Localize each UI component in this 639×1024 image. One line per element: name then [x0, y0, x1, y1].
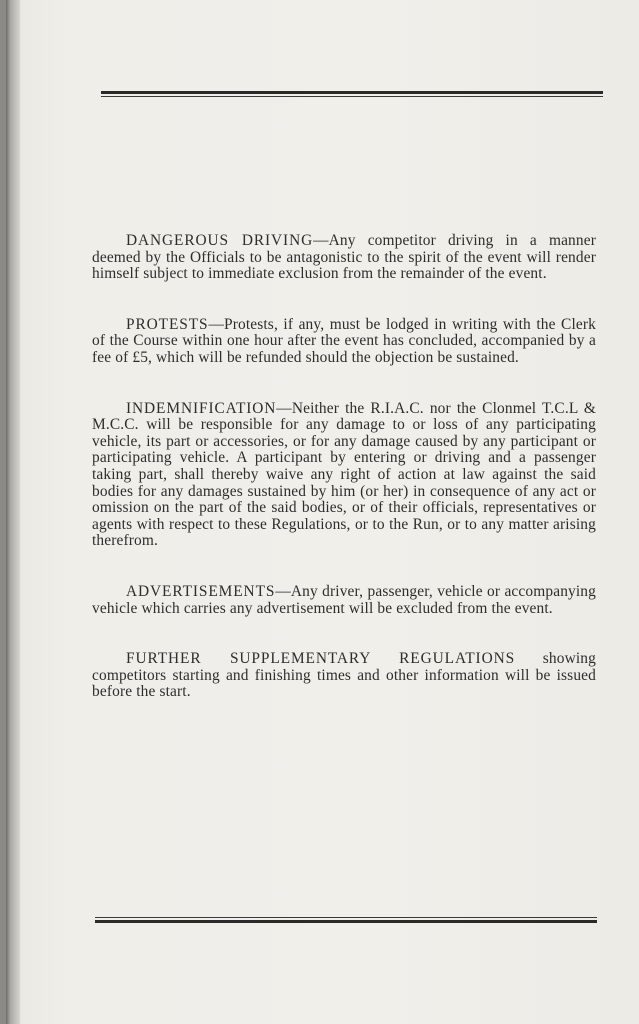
bottom-double-rule: [95, 917, 597, 923]
paragraph-heading: DANGEROUS DRIVING: [126, 232, 314, 249]
paragraph-body: —Protests, if any, must be lodged in writing with the Clerk of the Course within one hour after the event has concluded, accompanied by a fee of £5, which will be refunded should the objection be sustained.: [92, 315, 596, 366]
paragraph-indemnification: [92, 401, 596, 550]
paragraph-heading: ADVERTISEMENTS: [126, 582, 276, 600]
paragraph-body: —Any competitor driving in a manner deemed by the Officials to be antagonistic to the spirit of the event will render himself subject to immediate exclusion from the remainder of the event.: [92, 232, 596, 283]
page-spine-shadow: [6, 0, 20, 1024]
paragraph-body: showing competitors starting and finishing times and other information will be issued before the start.: [92, 650, 596, 701]
paragraph-dangerous-driving: [92, 233, 596, 283]
regulations-text: [92, 233, 596, 701]
paragraph-protests: [92, 317, 596, 367]
paragraph-body: —Any driver, passenger, vehicle or accompanying vehicle which carries any advertisement will be excluded from the event.: [92, 582, 596, 617]
paragraph-heading: FURTHER SUPPLEMENTARY REGULATIONS: [126, 650, 516, 668]
paragraph-heading: INDEMNIFICATION: [126, 399, 277, 417]
paragraph-advertisements: [92, 584, 596, 617]
top-double-rule: [101, 91, 603, 97]
paragraph-heading: PROTESTS: [126, 315, 209, 333]
paragraph-body: —Neither the R.I.A.C. nor the Clonmel T.C.L & M.C.C. will be responsible for any damage to or loss of any participating vehicle, its part or accessories, or for any damage caused by any participant or participating vehicle. A participant by entering or driving and a passenger taking part, shall thereby waive any right of action at law against the said bodies for any damages sustained by him (or her) in consequence of any act or omission on the part of the said bodies, or of their officials, representatives or agents with respect to these Regulations, or to the Run, or to any matter arising therefrom.: [92, 399, 596, 550]
paragraph-further-regulations: [92, 651, 596, 701]
